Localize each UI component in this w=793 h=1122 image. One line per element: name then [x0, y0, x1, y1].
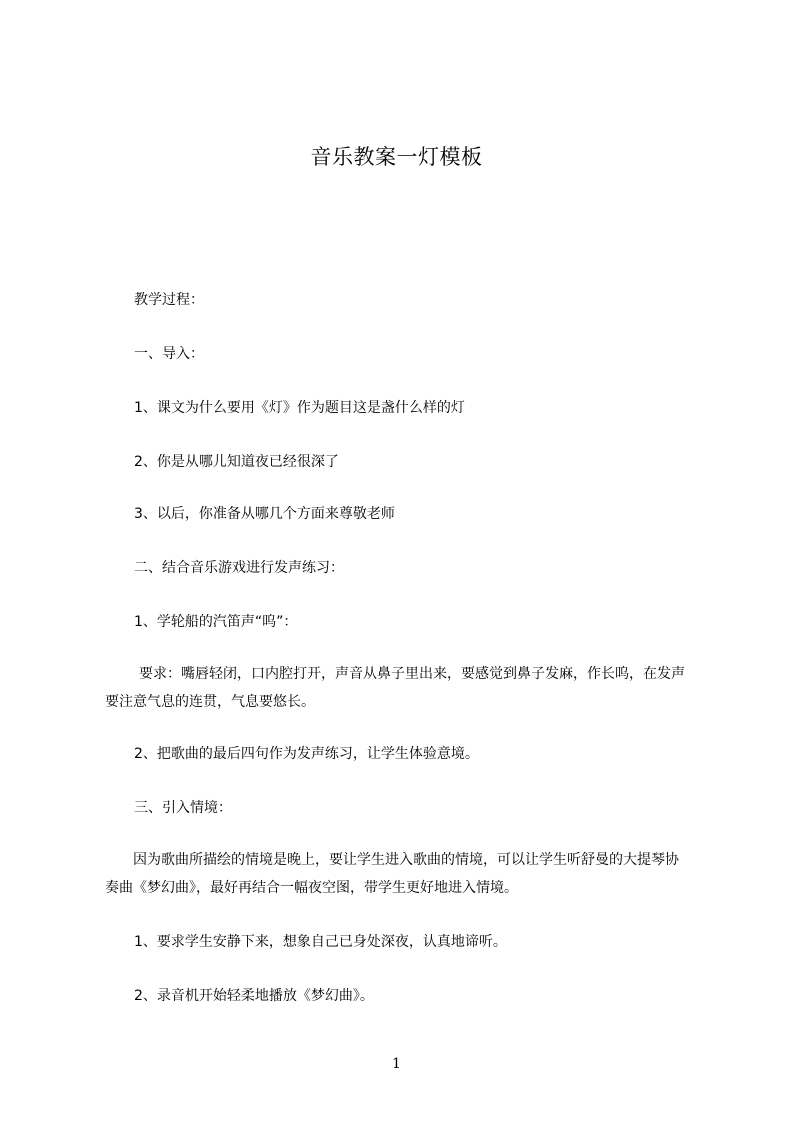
- paragraph-section-3-item-2: 2、录音机开始轻柔地播放《梦幻曲》。: [134, 988, 374, 1004]
- paragraph-teaching-process: 教学过程：: [134, 292, 204, 308]
- paragraph-requirement: 要求：嘴唇轻闭，口内腔打开，声音从鼻子里出来，要感觉到鼻子发麻，作长呜，在发声要注意气息的连贯，气息要悠长。: [105, 666, 685, 710]
- paragraph-item-3: 3、以后，你准备从哪几个方面来尊敬老师: [134, 506, 395, 522]
- paragraph-section-2-item-2: 2、把歌曲的最后四句作为发声练习，让学生体验意境。: [134, 746, 479, 762]
- paragraph-section-3-item-1: 1、要求学生安静下来，想象自己已身处深夜，认真地谛听。: [134, 934, 507, 950]
- paragraph-item-2: 2、你是从哪儿知道夜已经很深了: [134, 454, 339, 470]
- paragraph-section-3-heading: 三、引入情境：: [134, 800, 232, 816]
- document-title: 音乐教案一灯模板: [310, 145, 483, 169]
- page-number: 1: [392, 1056, 401, 1072]
- paragraph-section-2-item-1: 1、学轮船的汽笛声“呜”：: [134, 614, 298, 630]
- paragraph-section-2-heading: 二、结合音乐游戏进行发声练习：: [134, 560, 344, 576]
- paragraph-context-description: 因为歌曲所描绘的情境是晚上，要让学生进入歌曲的情境，可以让学生听舒曼的大提琴协奏曲《梦幻曲》，最好再结合一幅夜空图，带学生更好地进入情境。: [105, 852, 679, 896]
- paragraph-section-1-heading: 一、导入：: [134, 346, 204, 362]
- paragraph-item-1: 1、课文为什么要用《灯》作为题目这是盏什么样的灯: [134, 400, 465, 416]
